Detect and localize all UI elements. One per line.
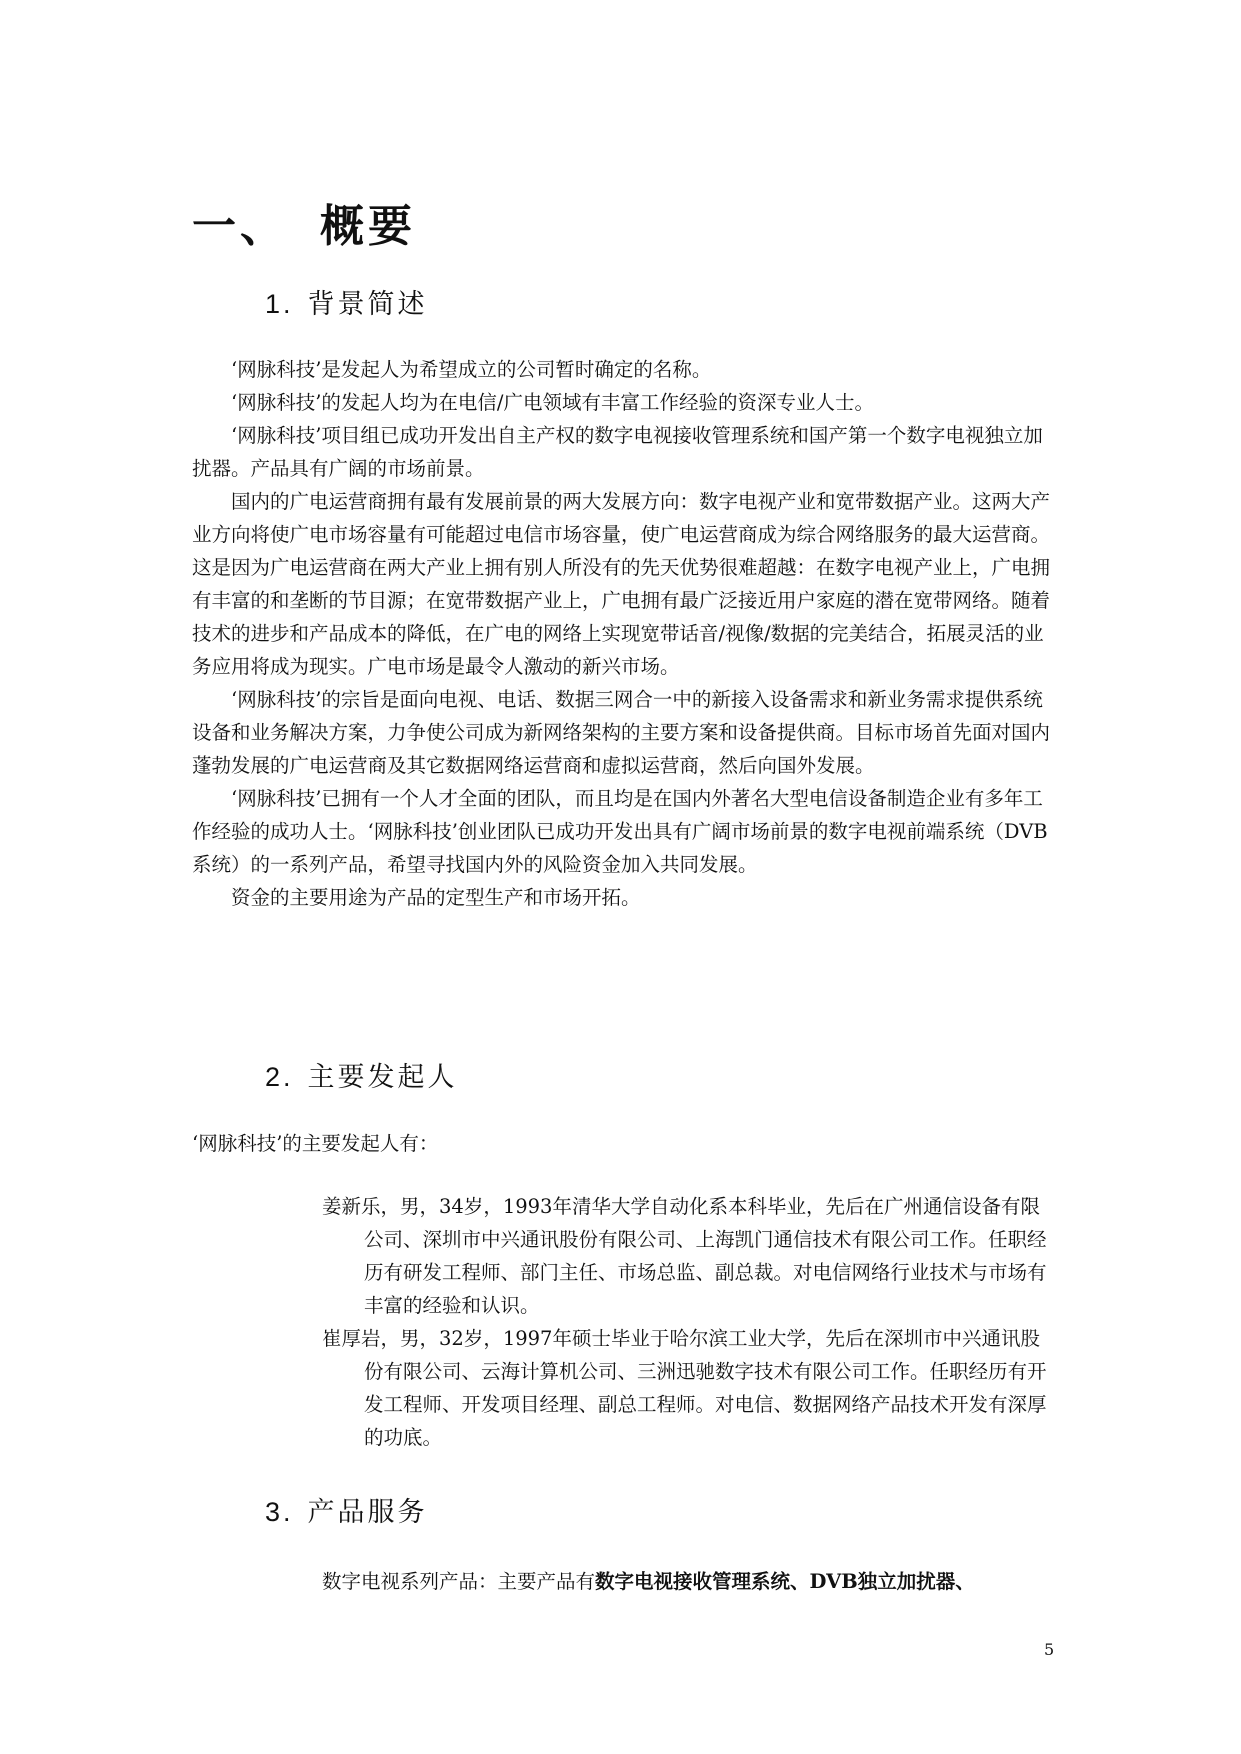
section-title: 主要发起人: [307, 1062, 458, 1093]
background-paragraph: ‘网脉科技’项目组已成功开发出自主产权的数字电视接收管理系统和国产第一个数字电视独立加扰器。产品具有广阔的市场前景。: [192, 424, 1043, 480]
section-number: 1.: [265, 289, 294, 319]
background-paragraph: ‘网脉科技’的发起人均为在电信/广电领域有丰富工作经验的资深专业人士。: [231, 391, 874, 414]
section-number: 2.: [265, 1062, 294, 1092]
products-highlight: 数字电视接收管理系统、DVB独立加扰器、: [595, 1570, 975, 1593]
founder-entry: 崔厚岩，男，32岁，1997年硕士毕业于哈尔滨工业大学，先后在深圳市中兴通讯股份有限公司、云海计算机公司、三洲迅驰数字技术有限公司工作。任职经历有开发工程师、开发项目经理、副总工程师。对电信、数据网络产品技术开发有深厚的功底。: [322, 1327, 1047, 1449]
products-section: [322, 1565, 1057, 1598]
section-heading-founders: [265, 1055, 458, 1094]
background-paragraph: 国内的广电运营商拥有最有发展前景的两大发展方向：数字电视产业和宽带数据产业。这两大产业方向将使广电市场容量有可能超过电信市场容量，使广电运营商成为综合网络服务的最大运营商。这是因为广电运营商在两大产业上拥有别人所没有的先天优势很难超越：在数字电视产业上，广电拥有丰富的和垄断的节目源；在宽带数据产业上，广电拥有最广泛接近用户家庭的潜在宽带网络。随着技术的进步和产品成本的降低，在广电的网络上实现宽带话音/视像/数据的完美结合，拓展灵活的业务应用将成为现实。广电市场是最令人激动的新兴市场。: [192, 490, 1051, 678]
chapter-heading: [192, 190, 416, 254]
section-title: 产品服务: [307, 1497, 428, 1528]
founders-intro: [192, 1127, 1052, 1160]
founders-intro-text: ‘网脉科技’的主要发起人有：: [192, 1132, 439, 1155]
section-heading-background: [265, 282, 428, 321]
section-heading-products: [265, 1490, 428, 1529]
background-paragraph: ‘网脉科技’已拥有一个人才全面的团队，而且均是在国内外著名大型电信设备制造企业有多年工作经验的成功人士。‘网脉科技’创业团队已成功开发出具有广阔市场前景的数字电视前端系统（DVB系统）的一系列产品，希望寻找国内外的风险资金加入共同发展。: [192, 787, 1048, 876]
products-lead: 数字电视系列产品：主要产品有: [322, 1570, 596, 1593]
background-paragraph: ‘网脉科技’的宗旨是面向电视、电话、数据三网合一中的新接入设备需求和新业务需求提供系统设备和业务解决方案，力争使公司成为新网络架构的主要方案和设备提供商。目标市场首先面对国内蓬勃发展的广电运营商及其它数据网络运营商和虚拟运营商，然后向国外发展。: [192, 688, 1051, 777]
page-number: 5: [1044, 1640, 1055, 1659]
background-section: [192, 353, 1052, 914]
background-paragraph: 资金的主要用途为产品的定型生产和市场开拓。: [231, 886, 641, 909]
founder-entry: 姜新乐，男，34岁，1993年清华大学自动化系本科毕业，先后在广州通信设备有限公司、深圳市中兴通讯股份有限公司、上海凯门通信技术有限公司工作。任职经历有研发工程师、部门主任、市场总监、副总裁。对电信网络行业技术与市场有丰富的经验和认识。: [322, 1195, 1047, 1317]
background-paragraph: ‘网脉科技’是发起人为希望成立的公司暂时确定的名称。: [231, 358, 712, 381]
founders-list: [322, 1190, 1057, 1454]
chapter-number: 一、: [192, 201, 288, 252]
section-number: 3.: [265, 1497, 294, 1527]
chapter-title: 概要: [320, 201, 416, 252]
section-title: 背景简述: [307, 289, 428, 320]
products-paragraph: [322, 1565, 1057, 1598]
